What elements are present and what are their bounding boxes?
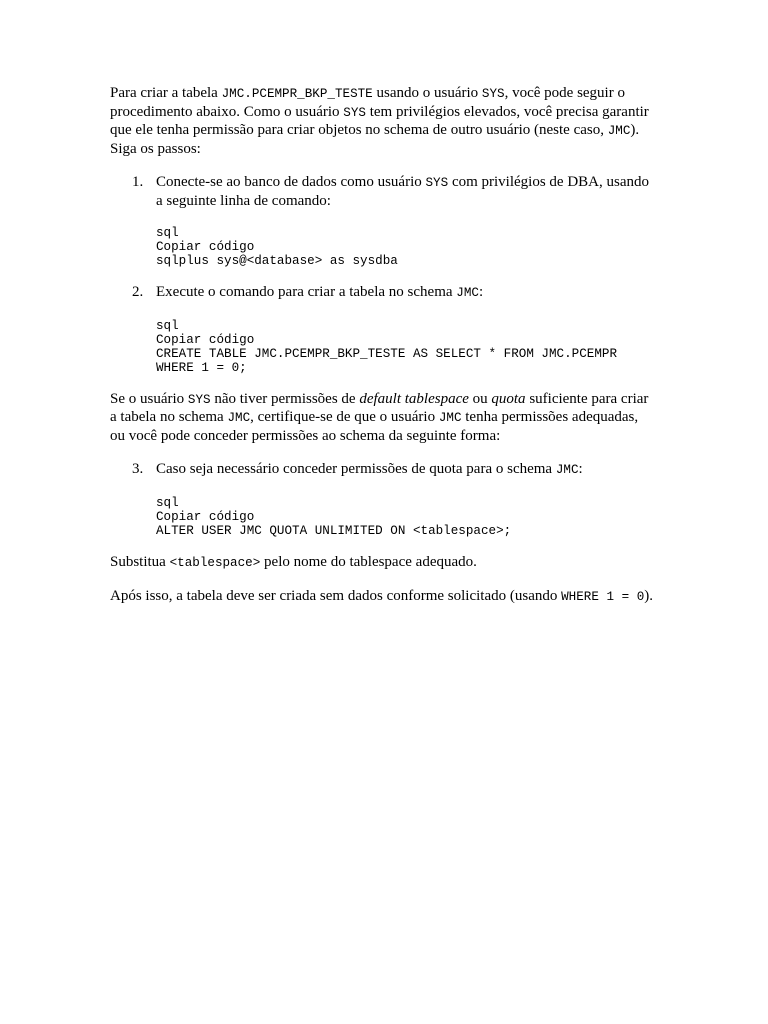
substitute-paragraph [110, 554, 655, 573]
code-line: WHERE 1 = 0; [156, 360, 247, 375]
paragraph-text: ou [468, 390, 492, 407]
intro-text: Para criar a tabela [110, 85, 222, 101]
inline-code: JMC [456, 286, 479, 300]
permissions-paragraph [110, 391, 655, 446]
step-3 [110, 461, 655, 538]
intro-text: tem privilégios elevados, você precisa garantir que ele tenha permissão para criar objetos no schema de outro usuário (neste caso, [110, 103, 649, 138]
emphasis-text: default tablespace [359, 390, 469, 407]
inline-code: JMC.PCEMPR_BKP_TESTE [221, 87, 373, 101]
paragraph-text: suficiente para criar a tabela no schema [110, 390, 649, 425]
document-page [110, 85, 655, 623]
code-line: CREATE TABLE JMC.PCEMPR_BKP_TESTE AS SELECT * FROM JMC.PCEMPR [156, 346, 618, 361]
copy-code-button[interactable]: Copiar código [156, 332, 255, 347]
code-line: ALTER USER JMC QUOTA UNLIMITED ON <tablespace>; [156, 523, 512, 538]
paragraph-text: , certifique-se de que o usuário [250, 409, 439, 425]
step-text-part: com privilégios de DBA, usando a seguinte linha de comando: [156, 174, 649, 209]
code-line: sqlplus sys@<database> as sysdba [156, 254, 398, 268]
paragraph-text: Se o usuário [110, 390, 188, 407]
copy-code-button[interactable]: Copiar código [156, 240, 255, 254]
paragraph-text: não tiver permissões de [210, 390, 360, 407]
inline-code: SYS [187, 392, 211, 407]
inline-code: SYS [343, 105, 366, 120]
copy-code-button[interactable]: Copiar código [156, 509, 255, 524]
step-2 [110, 284, 655, 375]
step-text-part: Caso seja necessário conceder permissões de quota para o schema [156, 461, 556, 477]
code-language: sql [156, 226, 179, 240]
inline-code: JMC [555, 463, 579, 477]
step-text-part: Conecte-se ao banco de dados como usuário [156, 174, 426, 190]
inline-code: JMC [438, 411, 462, 425]
paragraph-text: pelo nome do tablespace adequado. [260, 553, 477, 570]
paragraph-text: Substitua [110, 553, 170, 570]
paragraph-text: Após isso, a tabela deve ser criada sem dados conforme solicitado (usando [110, 588, 562, 604]
inline-code: SYS [425, 176, 449, 190]
code-block [156, 319, 655, 375]
intro-text: usando o usuário [372, 85, 482, 101]
step-text-part: Execute o comando para criar a tabela no schema [156, 284, 457, 300]
inline-code: <tablespace> [169, 555, 261, 570]
step-number: 3. [132, 461, 144, 477]
inline-code: SYS [481, 87, 505, 101]
emphasis-text: quota [491, 390, 526, 407]
inline-code: JMC [607, 124, 631, 138]
inline-code: WHERE 1 = 0 [561, 590, 645, 604]
step-text-part: : [578, 461, 583, 477]
intro-text: ). Siga os passos: [110, 122, 640, 157]
closing-paragraph [110, 588, 655, 607]
inline-code: JMC [227, 411, 251, 425]
paragraph-text: tenha permissões adequadas, ou você pode conceder permissões ao schema da seguinte forma: [110, 409, 639, 444]
code-language: sql [156, 318, 179, 333]
code-language: sql [156, 495, 179, 510]
step-text-part: : [478, 284, 484, 300]
step-number: 1. [132, 174, 144, 190]
intro-text: , você pode seguir o procedimento abaixo. Como o usuário [110, 85, 625, 120]
step-1 [110, 174, 655, 268]
code-block [156, 226, 655, 268]
paragraph-text: ). [644, 588, 654, 604]
step-text [156, 461, 655, 480]
step-number: 2. [132, 284, 144, 300]
step-text [156, 174, 655, 210]
intro-paragraph [110, 85, 655, 158]
step-text [156, 284, 655, 303]
code-block [156, 496, 655, 538]
